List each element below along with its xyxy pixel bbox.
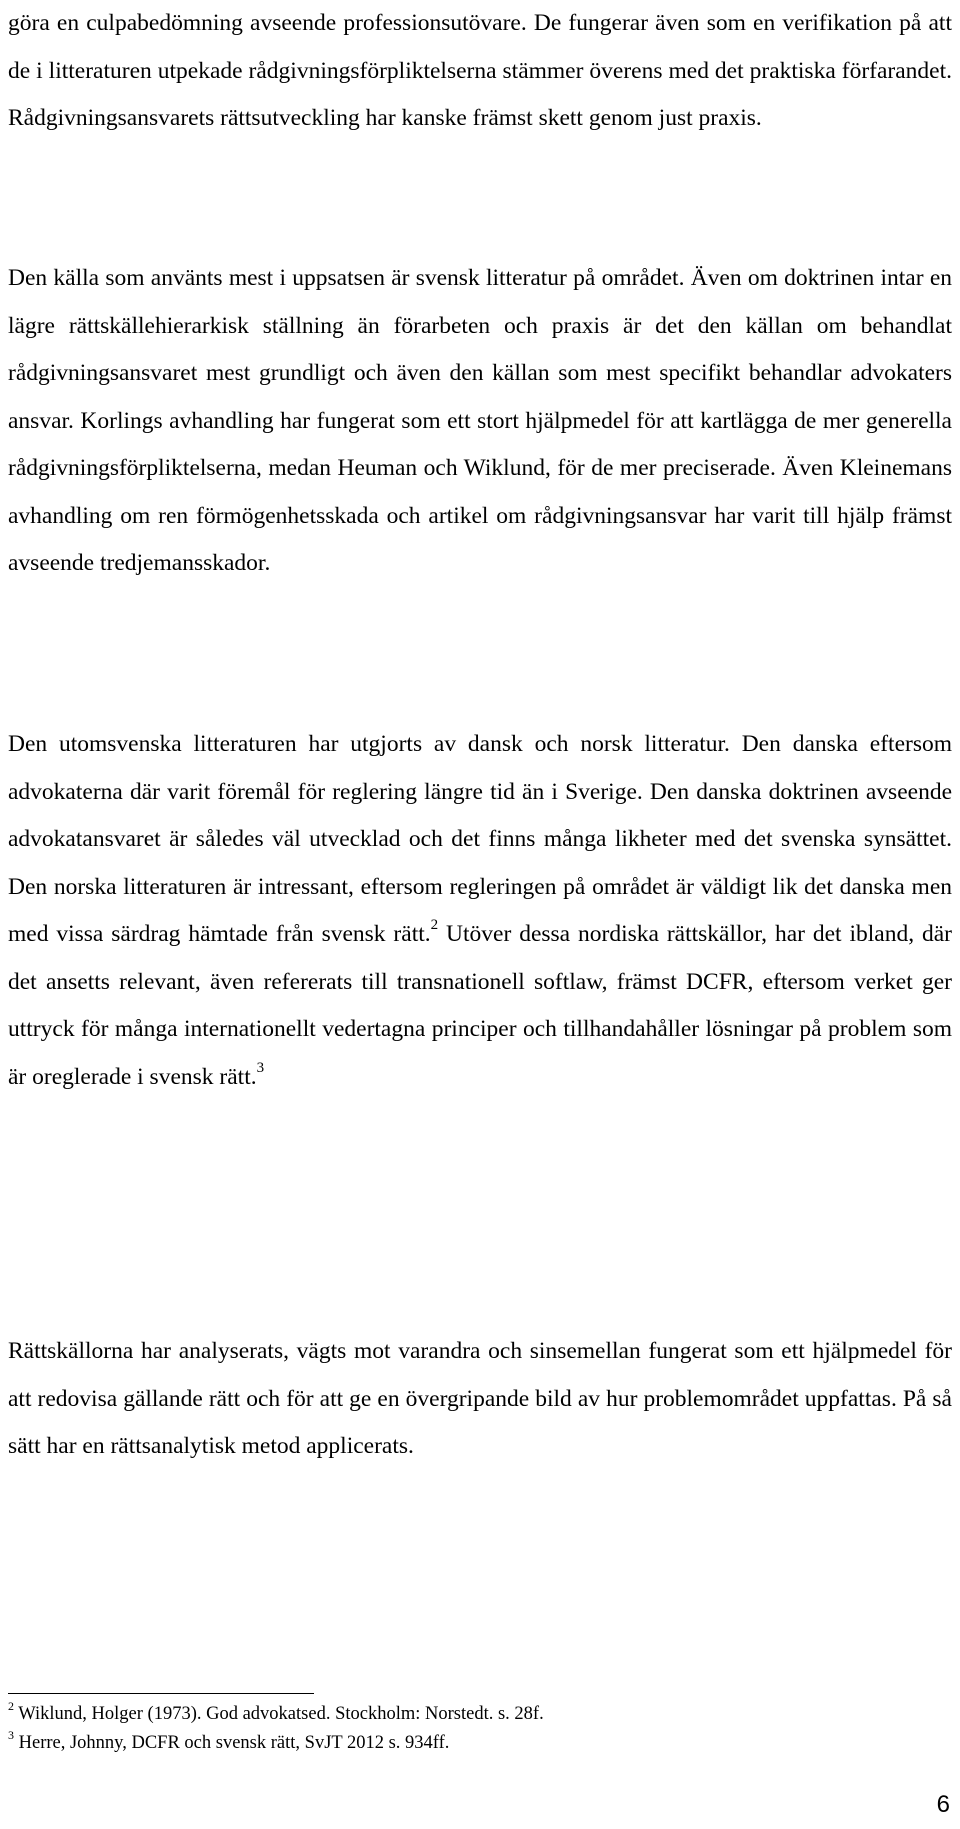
paragraph-rattskallor-analys: Rättskällorna har analyserats, vägts mot varandra och sinsemellan fungerat som ett hjälpmedel för att redovisa gällande rätt och för att ge en övergripande bild av hur problemområdet uppfattas. På så sätt har en rättsanalytisk metod applicerats. [8,1338,952,1459]
footnote-text: Wiklund, Holger (1973). God advokatsed. Stockholm: Norstedt. s. 28f. [14,1704,544,1724]
footnote-number: 3 [8,1728,14,1742]
footnote-reference[interactable]: 3 [256,1059,265,1076]
page-number: 6 [936,1791,950,1818]
footnote-divider [8,1693,314,1694]
footnote [8,1729,952,1758]
paragraph-text-part: Utöver dessa nordiska rättskällor, har det ibland, där det ansetts relevant, även refererats till transnationell softlaw, främst DCFR, eftersom verket ger uttryck för många internationellt vedertagna principer och tillhandahåller lösningar på problem som är oreglerade i svensk rätt. [8,921,952,1090]
footnote-text: Herre, Johnny, DCFR och svensk rätt, SvJT 2012 s. 934ff. [14,1733,450,1753]
footnote-number: 2 [8,1699,14,1713]
footnote-reference[interactable]: 2 [430,917,439,933]
paragraph-praxis: göra en culpabedömning avseende professionsutövare. De fungerar även som en verifikation på att de i litteraturen utpekade rådgivningsförpliktelserna stämmer överens med det praktiska förfarandet. Rådgivningsansvarets rättsutveckling har kanske främst skett genom just praxis. [8,10,952,131]
paragraph-utomsvensk-litteratur [8,721,952,1101]
paragraph-text-part: Den utomsvenska litteraturen har utgjorts av dansk och norsk litteratur. Den danska eftersom advokaterna där varit föremål för reglering längre tid än i Sverige. Den danska doktrinen avseende advokatansvaret är således väl utvecklad och det finns många likheter med det svenska synsättet. Den norska litteraturen är intressant, eftersom regleringen på området är väldigt lik det danska men med vissa särdrag hämtade från svensk rätt. [8,731,952,947]
paragraph-svensk-litteratur: Den källa som använts mest i uppsatsen är svensk litteratur på området. Även om doktrinen intar en lägre rättskällehierarkisk ställning än förarbeten och praxis är det den källan om behandlat rådgivningsansvaret mest grundligt och även den källan som mest specifikt behandlar advokaters ansvar. Korlings avhandling har fungerat som ett stort hjälpmedel för att kartlägga de mer generella rådgivningsförpliktelserna, medan Heuman och Wiklund, för de mer preciserade. Även Kleinemans avhandling om ren förmögenhetsskada och artikel om rådgivningsansvar har varit till hjälp främst avseende tredjemansskador. [8,265,952,576]
footnote [8,1700,952,1729]
footnotes [8,1700,952,1758]
